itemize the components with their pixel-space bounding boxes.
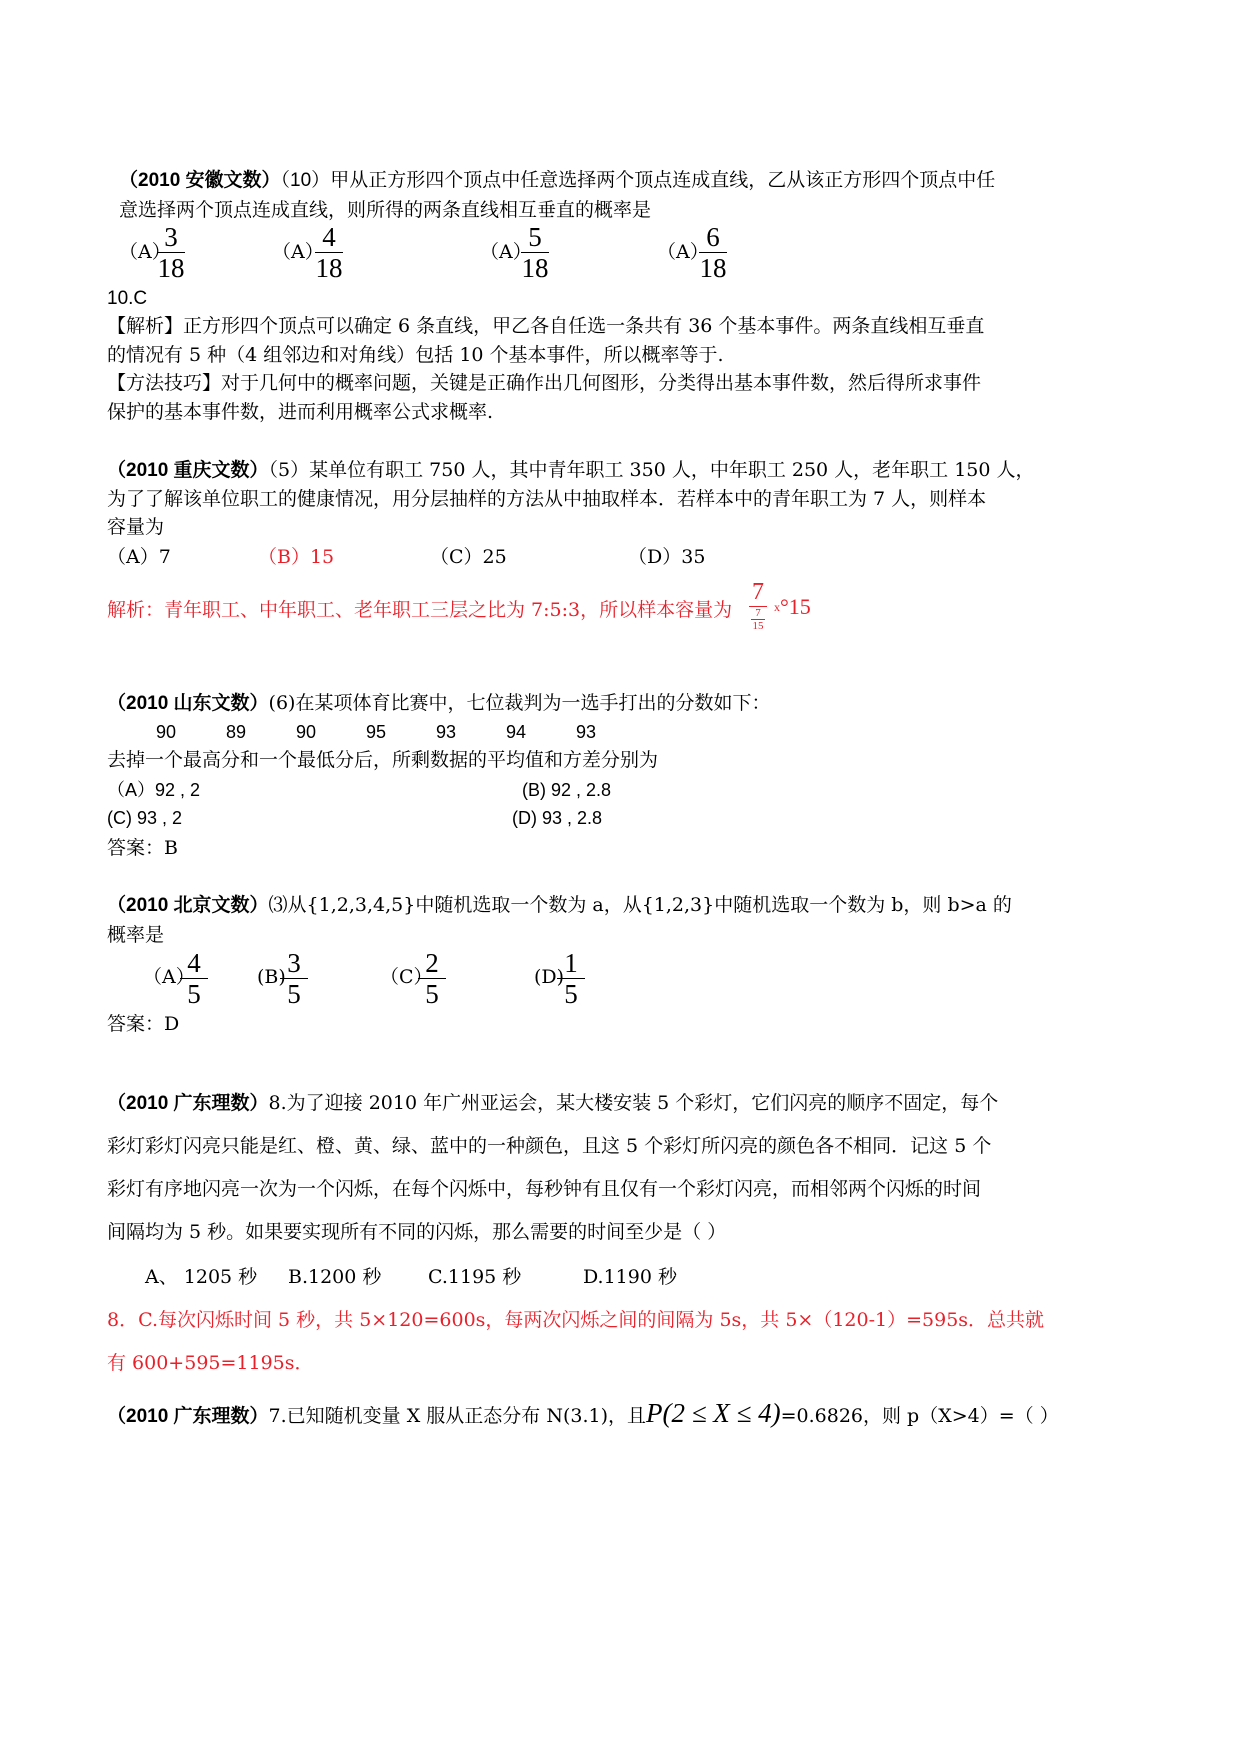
q4-option-b: (B) [257, 966, 286, 988]
q5-option-a: A、 1205 秒 [145, 1266, 258, 1288]
q1-answer: 10.C [107, 288, 148, 309]
q4-option-a: （A） [143, 966, 195, 988]
q2-option-c: （C）25 [430, 546, 507, 568]
q2-source: （2010 重庆文数） [107, 460, 269, 481]
q4-fraction-c [412, 948, 452, 1009]
denominator: 5 [187, 979, 201, 1009]
numerator: 2 [425, 948, 439, 978]
q3-option-b: (B) 92 , 2.8 [522, 780, 612, 800]
score: 90 [156, 722, 177, 742]
score: 95 [366, 722, 387, 742]
numerator: 3 [287, 948, 301, 978]
q1-method-1: 【方法技巧】对于几何中的概率问题，关键是正确作出几何图形，分类得出基本事件数，然后得所求事件 [107, 372, 982, 394]
q4-source: （2010 北京文数） [107, 895, 269, 916]
denominator: 18 [521, 253, 549, 283]
q2-line3: 容量为 [107, 516, 165, 538]
q5-line1 [107, 1091, 998, 1116]
score: 89 [226, 722, 247, 742]
q2-result: °15 [780, 594, 811, 619]
score: 94 [506, 722, 527, 742]
q2-line1 [107, 458, 1035, 483]
q1-fraction-1 [151, 222, 191, 283]
q4-fraction-b [274, 948, 314, 1009]
q1-analysis-1: 【解析】正方形四个顶点可以确定 6 条直线，甲乙各自任选一条共有 36 个基本事件。两条直线相互垂直 [107, 315, 985, 337]
q1-line1 [119, 168, 995, 193]
q1-analysis-2: 的情况有 5 种（4 组邻边和对角线）包括 10 个基本事件，所以概率等于. [107, 344, 724, 366]
numerator: 4 [187, 948, 201, 978]
q3-line2: 去掉一个最高分和一个最低分后，所剩数据的平均值和方差分别为 [107, 749, 659, 771]
q1-fraction-3 [515, 222, 555, 283]
option-label: （A） [657, 241, 709, 263]
denominator: 5 [425, 979, 439, 1009]
option-label: （A） [272, 241, 324, 263]
q2-mark: x [774, 600, 780, 614]
numerator: 6 [706, 222, 720, 252]
q3-line1 [107, 691, 770, 716]
q1-number: （10） [280, 170, 331, 191]
q5-source: （2010 广东理数） [107, 1093, 269, 1114]
q3-scores [156, 720, 646, 745]
q3-answer: 答案：B [107, 837, 178, 859]
q6-line1 [107, 1398, 1059, 1429]
q5-option-b: B.1200 秒 [288, 1266, 382, 1288]
q4-fraction-d [551, 948, 591, 1009]
q2-option-d: （D）35 [628, 546, 706, 568]
q1-line2: 意选择两个顶点连成直线，则所得的两条直线相互垂直的概率是 [119, 199, 652, 221]
q4-text-1: ⑶从{1,2,3,4,5}中随机选取一个数为 a，从{1,2,3}中随机选取一个数为 b，则 b>a 的 [268, 894, 1012, 916]
q1-fraction-2 [309, 222, 349, 283]
q5-text-1: 8.为了迎接 2010 年广州亚运会，某大楼安装 5 个彩灯，它们闪亮的顺序不固定，每个 [268, 1092, 999, 1114]
q5-answer-1: 8．C.每次闪烁时间 5 秒，共 5×120=600s，每两次闪烁之间的间隔为 5s，共 5×（120-1）=595s．总共就 [107, 1309, 1045, 1331]
q2-option-a: （A）7 [107, 546, 171, 568]
q3-option-a: （A）92 , 2 [107, 780, 201, 800]
q4-line2: 概率是 [107, 924, 165, 946]
q4-option-d: (D) [534, 966, 565, 988]
numerator: 3 [164, 222, 178, 252]
q2-analysis: 解析：青年职工、中年职工、老年职工三层之比为 7:5:3，所以样本容量为 [107, 599, 733, 621]
q3-source: （2010 山东文数） [107, 693, 269, 714]
score: 90 [296, 722, 317, 742]
denominator: 5 [287, 979, 301, 1009]
denominator: 18 [699, 253, 727, 283]
q3-option-d: (D) 93 , 2.8 [512, 808, 603, 828]
q2-text-1: （5）某单位有职工 750 人，其中青年职工 350 人，中年职工 250 人，老年职工 150 人， [268, 459, 1035, 481]
numerator: 7 [752, 579, 764, 605]
q1-source: （2010 安徽文数） [119, 170, 281, 191]
q5-line4: 间隔均为 5 秒。如果要实现所有不同的闪烁，那么需要的时间至少是（ ） [107, 1221, 727, 1243]
q4-option-c: （C） [380, 966, 433, 988]
inner-denominator: 15 [752, 620, 764, 632]
q1-method-2: 保护的基本事件数，进而利用概率公式求概率. [107, 401, 494, 423]
q2-option-b: （B）15 [258, 546, 335, 568]
q6-formula: P(2 ≤ X ≤ 4) [646, 1398, 781, 1428]
q6-text-pre: 7.已知随机变量 X 服从正态分布 N(3.1)，且 [268, 1405, 646, 1427]
q6-source: （2010 广东理数） [107, 1406, 269, 1427]
q2-fraction [746, 578, 770, 632]
option-label: （A） [119, 241, 171, 263]
numerator: 1 [564, 948, 578, 978]
numerator: 5 [528, 222, 542, 252]
denominator: 5 [564, 979, 578, 1009]
q5-option-c: C.1195 秒 [428, 1266, 522, 1288]
inner-numerator: 7 [755, 607, 761, 619]
q4-answer: 答案：D [107, 1013, 180, 1035]
q5-line3: 彩灯有序地闪亮一次为一个闪烁，在每个闪烁中，每秒钟有且仅有一个彩灯闪亮，而相邻两个闪烁的时间 [107, 1178, 982, 1200]
q1-fraction-4 [693, 222, 733, 283]
q6-text-post: =0.6826，则 p（X>4）=（ ） [780, 1405, 1059, 1427]
q5-line2: 彩灯彩灯闪亮只能是红、橙、黄、绿、蓝中的一种颜色，且这 5 个彩灯所闪亮的颜色各不相同．记这 5 个 [107, 1135, 992, 1157]
q2-line2: 为了了解该单位职工的健康情况，用分层抽样的方法从中抽取样本．若样本中的青年职工为 7 人，则样本 [107, 488, 987, 510]
q3-option-c: (C) 93 , 2 [107, 808, 183, 828]
q4-fraction-a [174, 948, 214, 1009]
q5-answer-2: 有 600+595=1195s． [107, 1352, 314, 1374]
score: 93 [576, 722, 597, 742]
option-label: （A） [480, 241, 532, 263]
q4-line1 [107, 893, 1012, 918]
score: 93 [436, 722, 457, 742]
numerator: 4 [322, 222, 336, 252]
denominator: 18 [157, 253, 185, 283]
q3-text-1: (6)在某项体育比赛中，七位裁判为一选手打出的分数如下： [268, 692, 771, 714]
q5-option-d: D.1190 秒 [583, 1266, 677, 1288]
denominator: 18 [315, 253, 343, 283]
inner-fraction [746, 607, 770, 632]
q1-text-1: 甲从正方形四个顶点中任意选择两个顶点连成直线，乙从该正方形四个顶点中任 [330, 169, 996, 191]
